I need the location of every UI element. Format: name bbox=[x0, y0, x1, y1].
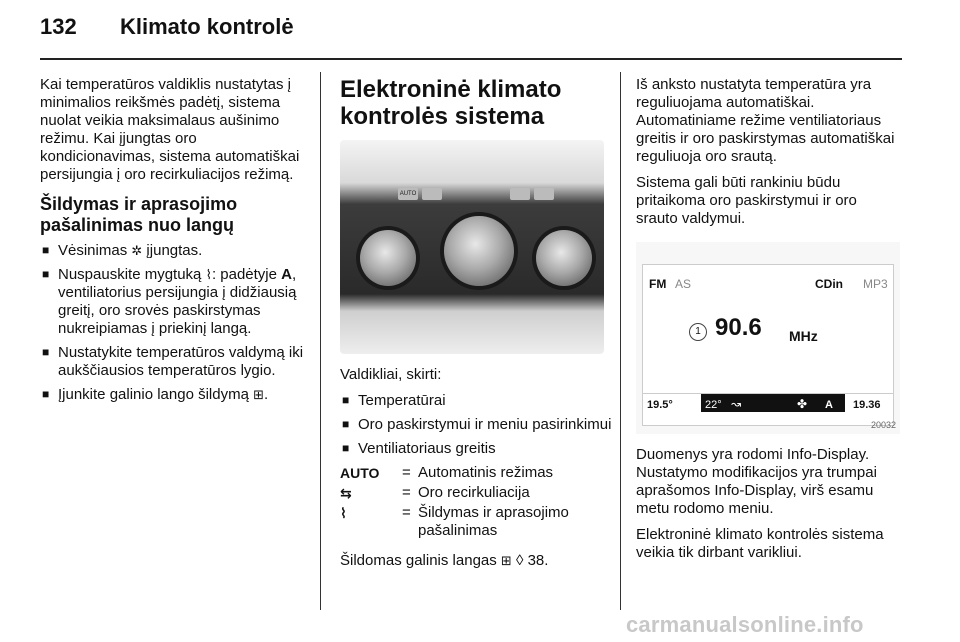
list-item: ■ Oro paskirstymui ir meniu pasirinkimui bbox=[340, 416, 612, 434]
controls-intro: Valdikliai, skirti: bbox=[340, 366, 442, 383]
info-display-figure bbox=[636, 242, 900, 434]
as-label: AS bbox=[675, 277, 692, 291]
watermark: carmanualsonline.info bbox=[626, 612, 864, 637]
distribution-knob-photo bbox=[444, 216, 514, 286]
list-item: ■ Vėsinimas ✲ įjungtas. bbox=[40, 242, 310, 260]
symbol-legend bbox=[340, 464, 612, 540]
column-1 bbox=[40, 76, 310, 410]
page-number: 132 bbox=[40, 14, 77, 39]
paragraph: Sistema gali būti rankiniu būdu pritaikoma oro paskirstymui ir oro srauto valdymui. bbox=[636, 174, 857, 227]
controls-list bbox=[340, 392, 612, 458]
paragraph: Iš anksto nustatyta temperatūra yra reguliuojama automatiškai. Automatiniame režime ventiliatoriaus greitis ir oro paskirstymas automatiškai reguliuoja oro srautą. bbox=[636, 76, 895, 165]
column-divider-2 bbox=[620, 72, 621, 610]
rear-window-heat-icon: ⊞ bbox=[500, 553, 512, 568]
recirc-button-photo bbox=[422, 188, 442, 200]
auto-mode-indicator: A bbox=[825, 399, 833, 411]
list-item: ■ Nuspauskite mygtuką ⌇: padėtyje A, ventiliatorius persijungia į didžiausią greitį, oro srovės paskirstymas nukreipiamas į priekinį langą. bbox=[40, 266, 310, 338]
defrost-button-photo bbox=[510, 188, 530, 200]
column-2 bbox=[340, 76, 612, 578]
preset-number: 1 bbox=[689, 323, 707, 341]
paragraph: Duomenys yra rodomi Info-Display. Nustatymo modifikacijos yra trumpai aprašomos Info-Display, virš esamu metu rodomo meniu. bbox=[636, 446, 877, 517]
info-display-screen bbox=[642, 264, 894, 426]
airflow-icon: ↝ bbox=[731, 397, 742, 411]
fan-knob-photo bbox=[536, 230, 592, 286]
column-divider-1 bbox=[320, 72, 321, 610]
heating-heading: Šildymas ir aprasojimo pašalinimas nuo langų bbox=[40, 194, 238, 235]
heating-steps-list bbox=[40, 242, 310, 404]
recirculation-icon: ⇆ bbox=[340, 485, 352, 501]
frequency-unit: MHz bbox=[789, 328, 818, 344]
rear-window-heat-icon: ⊞ bbox=[253, 387, 265, 402]
list-item: ■ Temperatūrai bbox=[340, 392, 612, 410]
page-reference-link[interactable]: ◊ 38. bbox=[511, 552, 549, 569]
paragraph: Elektroninė klimato kontrolės sistema veikia tik dirbant varikliui. bbox=[636, 526, 884, 561]
climate-status-bar bbox=[643, 393, 893, 412]
figure-code: 20032 bbox=[870, 420, 896, 430]
climate-status-highlight bbox=[701, 394, 845, 412]
rear-window-note: Šildomas galinis langas ⊞ ◊ 38. bbox=[340, 552, 549, 569]
defrost-icon: ⌇ bbox=[205, 267, 212, 282]
temperature-knob-photo bbox=[360, 230, 416, 286]
mp3-label: MP3 bbox=[863, 277, 888, 291]
clock-readout: 19.36 bbox=[853, 399, 881, 411]
list-item: ■ Nustatykite temperatūros valdymą iki aukščiausios temperatūros lygio. bbox=[40, 344, 310, 380]
band-label: FM bbox=[649, 277, 667, 291]
set-temperature: 22° bbox=[705, 399, 722, 411]
cdin-label: CDin bbox=[815, 277, 843, 291]
defrost-icon: ⌇ bbox=[340, 505, 347, 521]
climate-panel-photo bbox=[340, 140, 604, 354]
section-heading: Elektroninė klimato kontrolės sistema bbox=[340, 76, 562, 130]
page-title: Klimato kontrolė bbox=[120, 14, 294, 39]
auto-symbol: AUTO bbox=[340, 465, 380, 481]
legend-row: ⇆ = Oro recirkuliacija bbox=[340, 484, 530, 501]
list-item: ■ Ventiliatoriaus greitis bbox=[340, 440, 612, 458]
fan-icon: ✤ bbox=[797, 397, 808, 411]
legend-row: AUTO = Automatinis režimas bbox=[340, 464, 554, 481]
page-header bbox=[40, 10, 910, 44]
frequency: 90.6 bbox=[715, 314, 762, 341]
auto-button-photo: AUTO bbox=[398, 188, 418, 200]
list-item: ■ Įjunkite galinio lango šildymą ⊞. bbox=[40, 386, 310, 404]
column-3 bbox=[636, 76, 902, 570]
rear-heat-button-photo bbox=[534, 188, 554, 200]
legend-row: ⌇ = Šildymas ir aprasojimo pašalinimas bbox=[340, 504, 569, 539]
outside-temperature: 19.5° bbox=[647, 399, 673, 411]
intro-paragraph: Kai temperatūros valdiklis nustatytas į minimalios reikšmės padėtį, sistema nuolat veikia maksimalaus aušinimo režimu. Kai įjungtas oro kondicionavimas, sistema automatiškai persijungia į oro recirkuliacijos režimą. bbox=[40, 76, 300, 183]
header-rule bbox=[40, 58, 902, 60]
cooling-icon: ✲ bbox=[131, 243, 143, 258]
